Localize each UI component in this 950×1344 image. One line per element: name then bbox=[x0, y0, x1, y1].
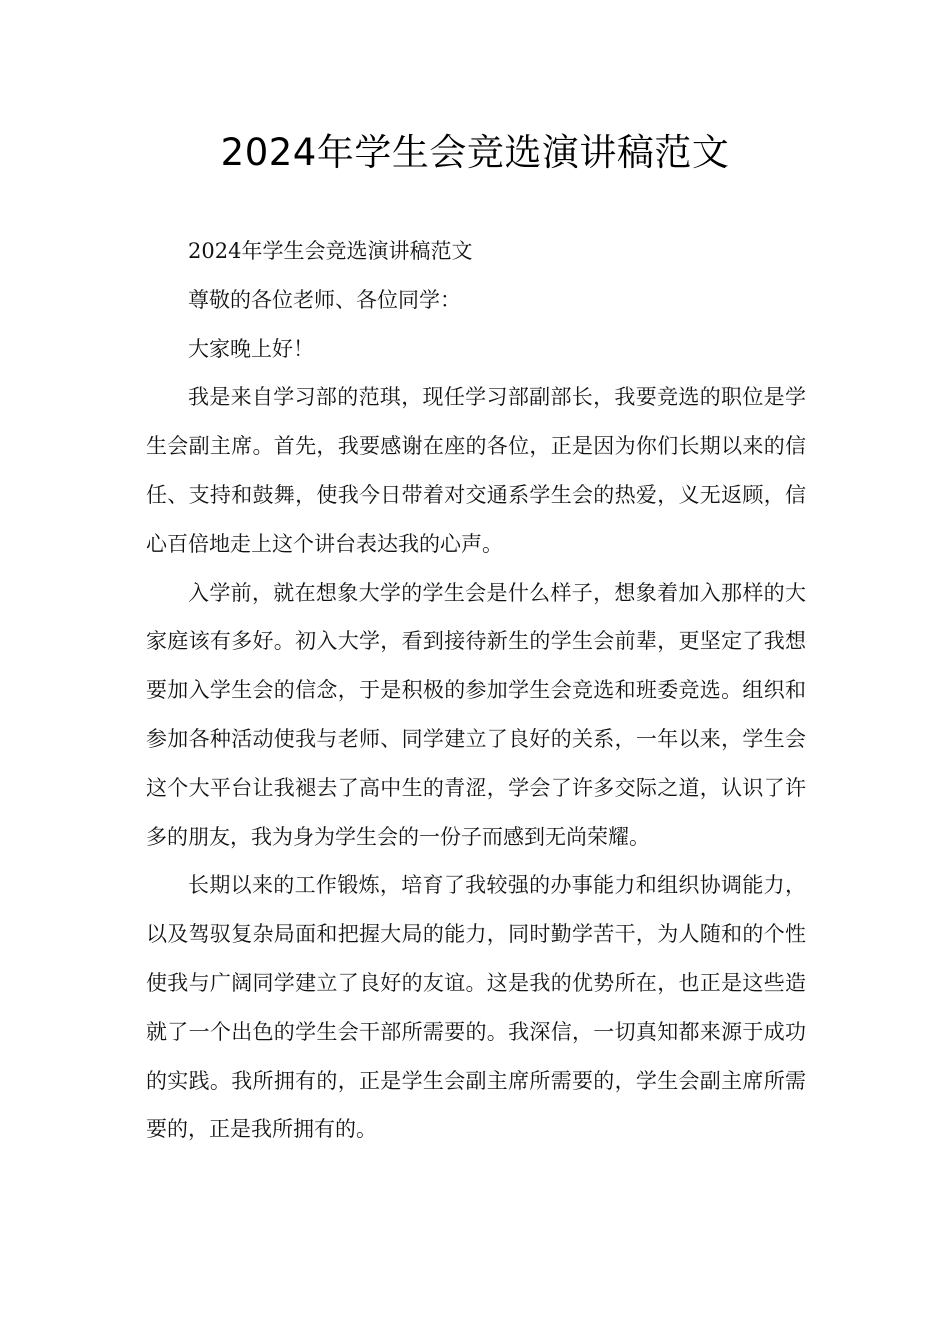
document-body bbox=[146, 227, 806, 1154]
document-title: 2024年学生会竞选演讲稿范文 bbox=[220, 131, 730, 174]
paragraph-strengths: 长期以来的工作锻炼，培育了我较强的办事能力和组织协调能力，以及驾驭复杂局面和把握大局的能力，同时勤学苦干，为人随和的个性使我与广阔同学建立了良好的友谊。这是我的优势所在，也正是这些造就了一个出色的学生会干部所需要的。我深信，一切真知都来源于成功的实践。我所拥有的，正是学生会副主席所需要的，学生会副主席所需要的，正是我所拥有的。 bbox=[146, 873, 806, 1142]
paragraph-greeting: 大家晚上好！ bbox=[188, 336, 314, 361]
paragraph-subtitle: 2024年学生会竞选演讲稿范文 bbox=[188, 239, 473, 263]
paragraph-salutation: 尊敬的各位老师、各位同学： bbox=[188, 287, 461, 312]
paragraph-experience: 入学前，就在想象大学的学生会是什么样子，想象着加入那样的大家庭该有多好。初入大学，看到接待新生的学生会前辈，更坚定了我想要加入学生会的信念，于是积极的参加学生会竞选和班委竞选。组织和参加各种活动使我与老师、同学建立了良好的关系，一年以来，学生会这个大平台让我褪去了高中生的青涩，学会了许多交际之道，认识了许多的朋友，我为身为学生会的一份子而感到无尚荣耀。 bbox=[146, 580, 806, 849]
paragraph-introduction: 我是来自学习部的范琪，现任学习部副部长，我要竞选的职位是学生会副主席。首先，我要感谢在座的各位，正是因为你们长期以来的信任、支持和鼓舞，使我今日带着对交通系学生会的热爱，义无返顾，信心百倍地走上这个讲台表达我的心声。 bbox=[146, 385, 806, 556]
